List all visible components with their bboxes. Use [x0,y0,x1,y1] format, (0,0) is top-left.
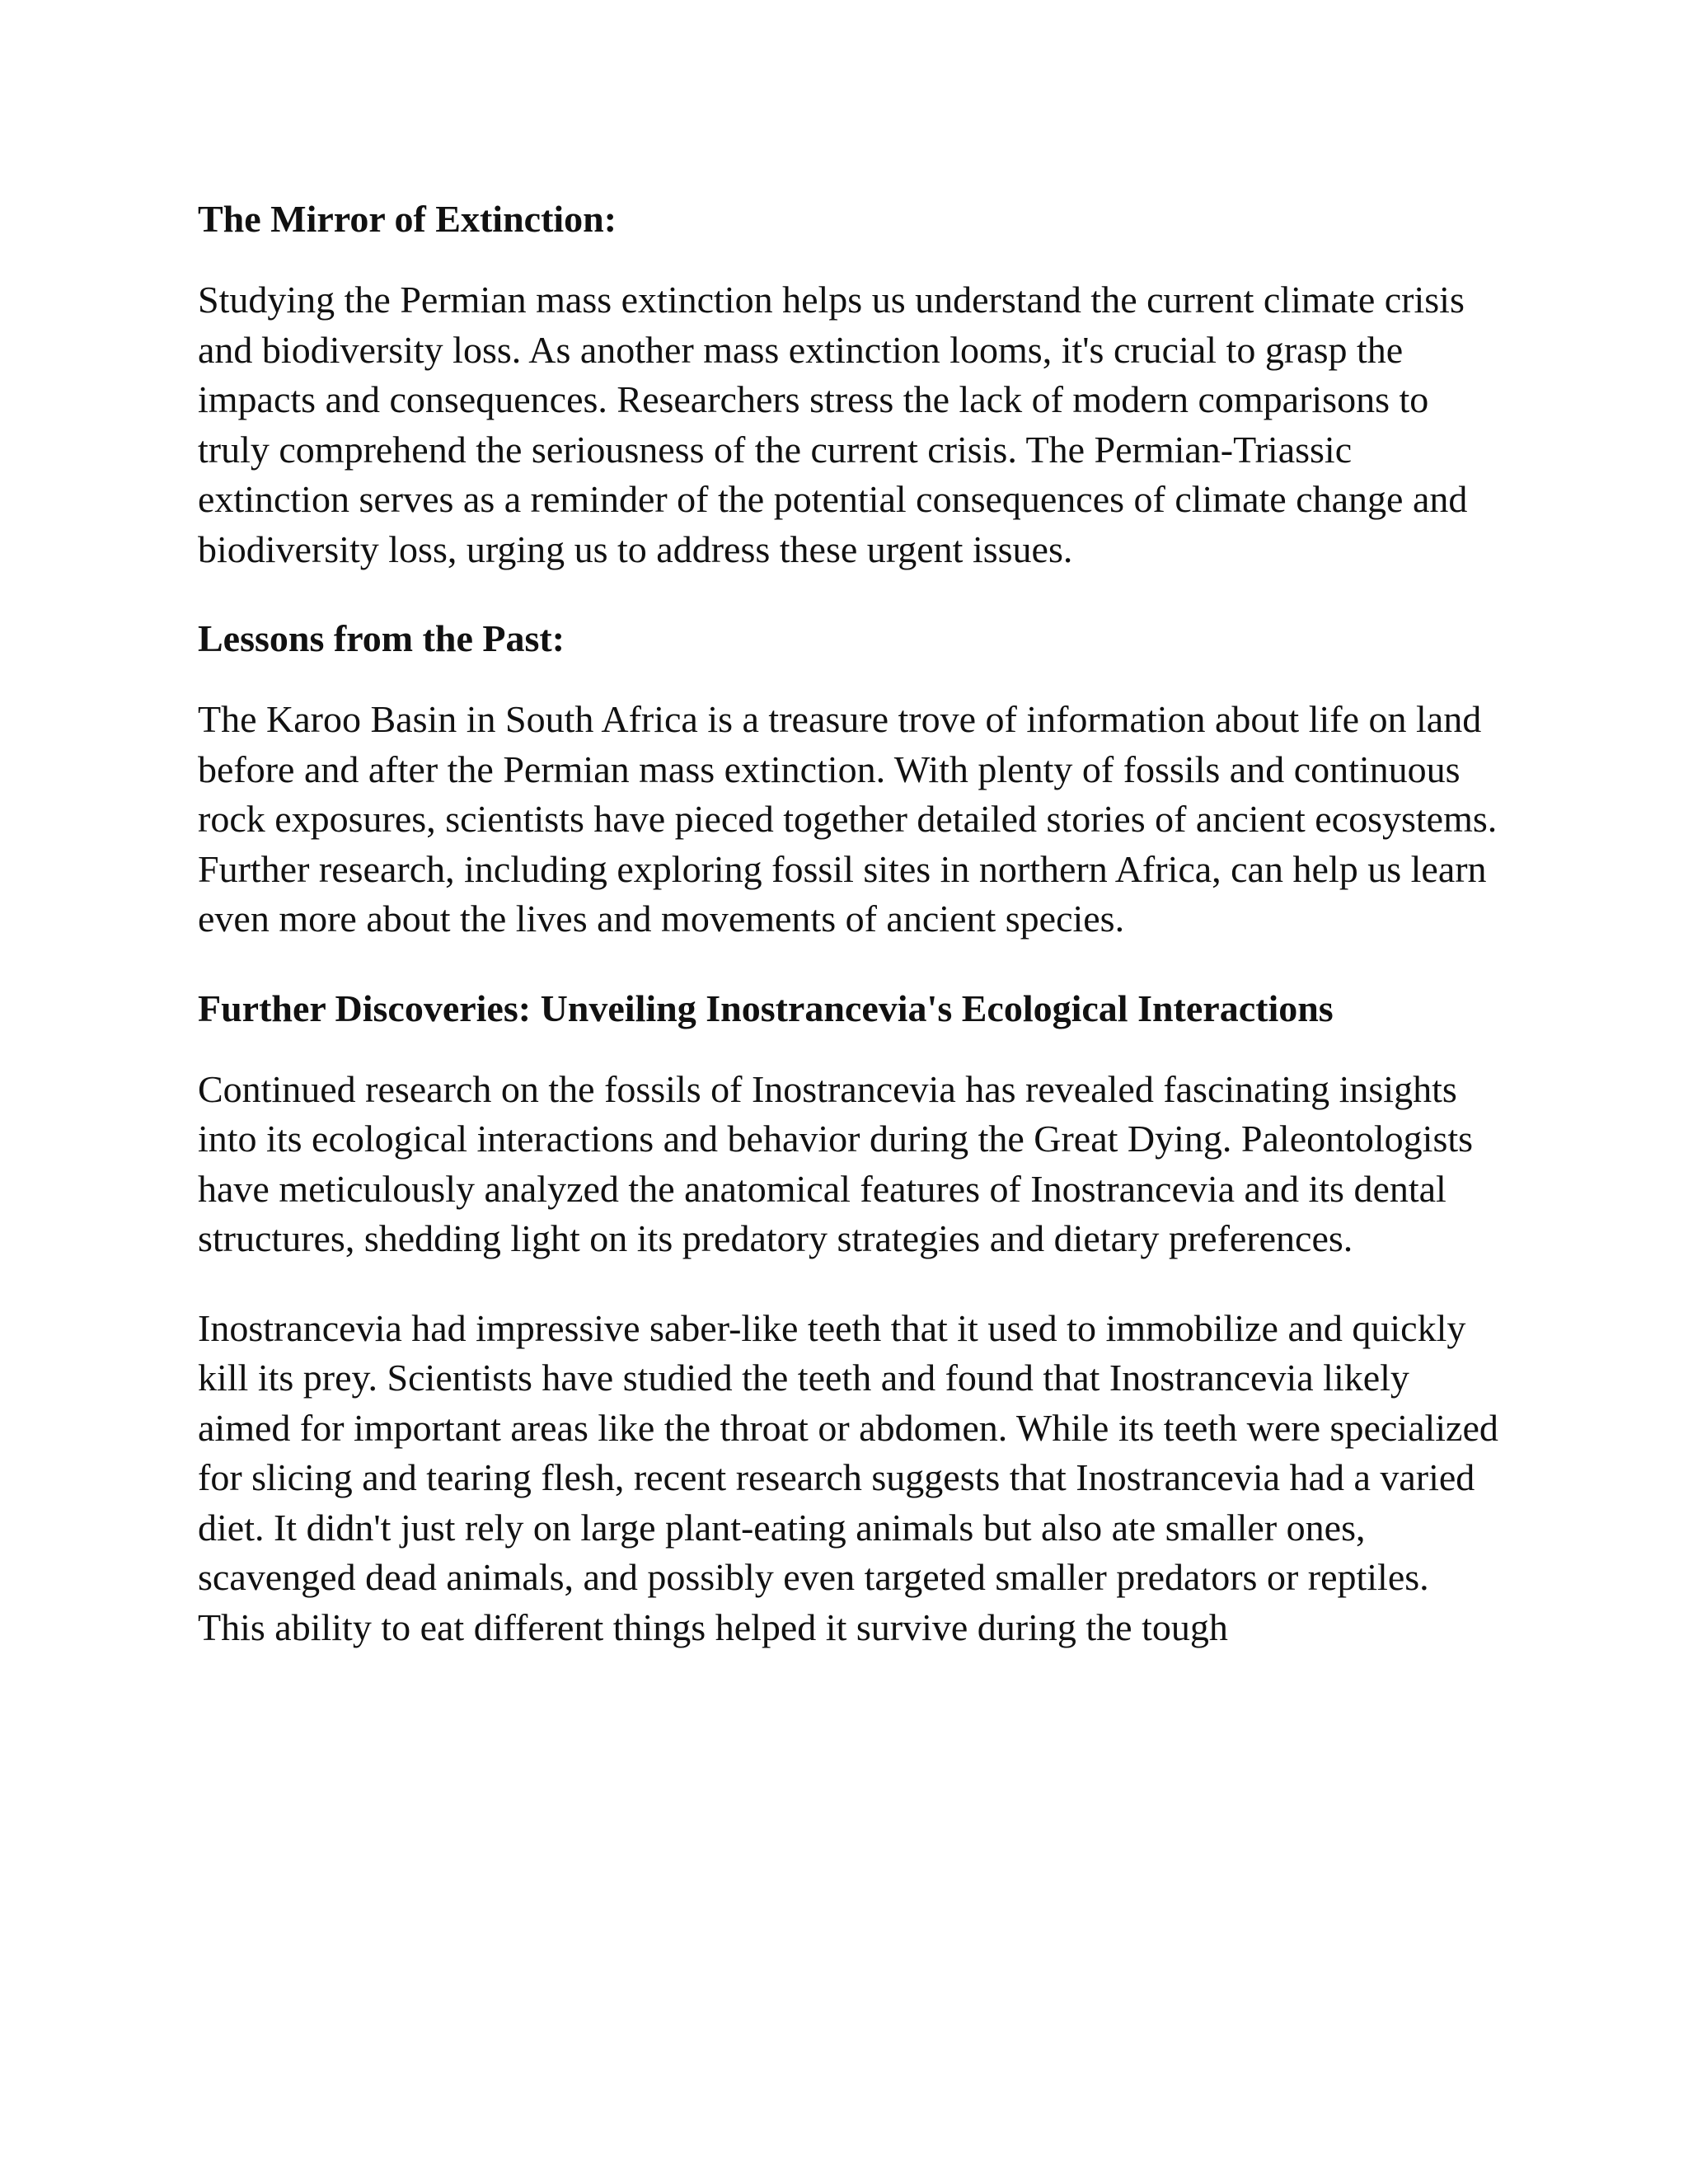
document-body [198,194,1500,1692]
paragraph-lessons-from-the-past: The Karoo Basin in South Africa is a treasure trove of information about life on land before and after the Permian mass extinction. With plenty of fossils and continuous rock exposures, scientists have pieced together detailed stories of ancient ecosystems. Further research, including exploring fossil sites in northern Africa, can help us learn even more about the lives and movements of ancient species. [198,698,1498,940]
paragraph-mirror-of-extinction: Studying the Permian mass extinction helps us understand the current climate crisis and biodiversity loss. As another mass extinction looms, it's crucial to grasp the impacts and consequences. Researchers stress the lack of modern comparisons to truly comprehend the seriousness of the current crisis. The Permian-Triassic extinction serves as a reminder of the potential consequences of climate change and biodiversity loss, urging us to address these urgent issues. [198,279,1468,570]
paragraph-further-discoveries-2: Inostrancevia had impressive saber-like teeth that it used to immobilize and quickly kill its prey. Scientists have studied the teeth and found that Inostrancevia likely aimed for important areas like the throat or abdomen. While its teeth were specialized for slicing and tearing flesh, recent research suggests that Inostrancevia had a varied diet. It didn't just rely on large plant-eating animals but also ate smaller ones, scavenged dead animals, and possibly even targeted smaller predators or reptiles. This ability to eat different things helped it survive during the tough [198,1306,1498,1648]
section-heading-further-discoveries: Further Discoveries: Unveiling Inostrancevia's Ecological Interactions [198,987,1334,1029]
section-heading-lessons-from-the-past: Lessons from the Past: [198,617,565,659]
section-heading-mirror-of-extinction: The Mirror of Extinction: [198,198,617,240]
paragraph-further-discoveries-1: Continued research on the fossils of Inostrancevia has revealed fascinating insights into its ecological interactions and behavior during the Great Dying. Paleontologists have meticulously analyzed the anatomical features of Inostrancevia and its dental structures, shedding light on its predatory strategies and dietary preferences. [198,1067,1474,1259]
